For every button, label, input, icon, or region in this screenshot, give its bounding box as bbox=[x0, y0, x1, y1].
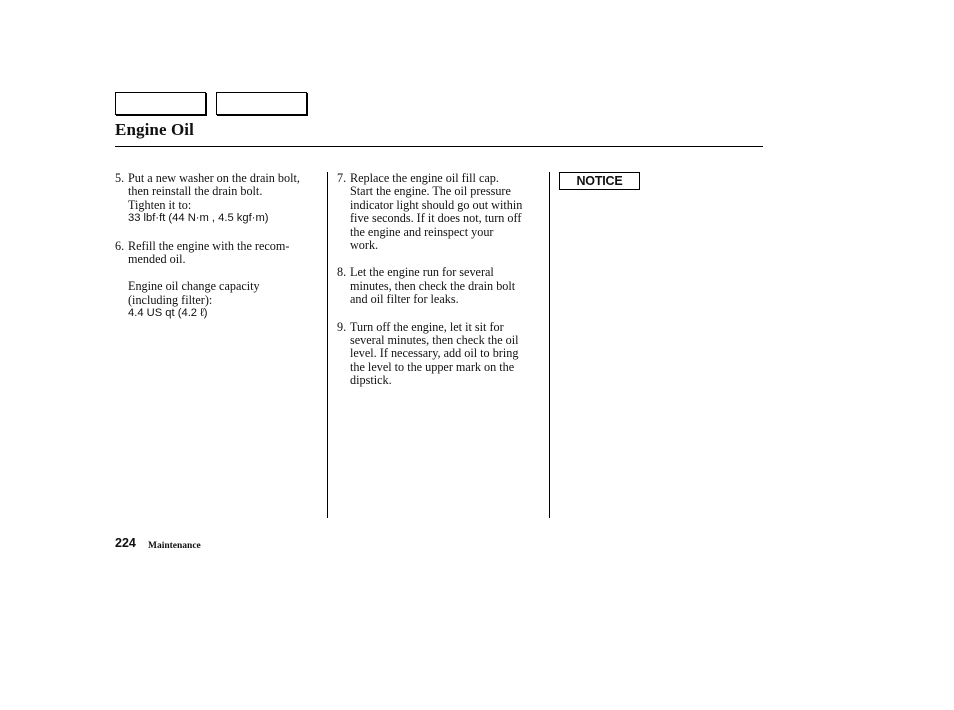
header-tab-box-2 bbox=[216, 92, 307, 115]
step-text-line: Let the engine run for several bbox=[350, 265, 494, 280]
section-name: Maintenance bbox=[148, 541, 201, 551]
torque-spec: 33 lbf·ft (44 N·m , 4.5 kgf·m) bbox=[128, 212, 269, 225]
page-title: Engine Oil bbox=[115, 120, 194, 139]
step-text-line: the level to the upper mark on the bbox=[350, 359, 515, 374]
header-tab-box-1 bbox=[115, 92, 206, 115]
step-number: 8. bbox=[337, 265, 347, 280]
column-1 bbox=[115, 172, 325, 335]
step-5 bbox=[115, 172, 325, 226]
step-text-line: dipstick. bbox=[350, 373, 392, 388]
step-text-line: indicator light should go out within bbox=[350, 197, 523, 212]
step-text-line: and oil filter for leaks. bbox=[350, 292, 459, 307]
step-8 bbox=[337, 266, 545, 306]
step-7 bbox=[337, 172, 545, 252]
column-divider-2 bbox=[549, 172, 550, 518]
step-number: 9. bbox=[337, 319, 347, 334]
step-text-line: work. bbox=[350, 238, 379, 253]
step-text-line: (including filter): bbox=[128, 292, 213, 307]
step-text-line: several minutes, then check the oil bbox=[350, 333, 519, 348]
capacity-spec: 4.4 US qt (4.2 ℓ) bbox=[128, 307, 208, 320]
step-9 bbox=[337, 321, 545, 388]
step-6 bbox=[115, 240, 325, 321]
step-number: 6. bbox=[115, 238, 125, 253]
step-text-line: then reinstall the drain bolt. bbox=[128, 184, 263, 199]
step-text-line: Turn off the engine, let it sit for bbox=[350, 319, 504, 334]
step-text-line: Start the engine. The oil pressure bbox=[350, 184, 511, 199]
column-2 bbox=[337, 172, 545, 402]
step-text-line: Refill the engine with the recom- bbox=[128, 238, 290, 253]
notice-label: NOTICE bbox=[559, 172, 640, 190]
page-number: 224 bbox=[115, 536, 136, 550]
step-text-line: Replace the engine oil fill cap. bbox=[350, 171, 499, 185]
title-rule bbox=[115, 146, 763, 147]
step-text-line: five seconds. If it does not, turn off bbox=[350, 211, 522, 226]
step-text-line: the engine and reinspect your bbox=[350, 224, 494, 239]
step-text-line: Put a new washer on the drain bolt, bbox=[128, 171, 300, 185]
step-text-line: Engine oil change capacity bbox=[128, 279, 260, 294]
step-number: 5. bbox=[115, 171, 125, 185]
step-text-line: level. If necessary, add oil to bring bbox=[350, 346, 519, 361]
step-text-line: Tighten it to: bbox=[128, 197, 192, 212]
step-text-line: mended oil. bbox=[128, 252, 186, 267]
step-text-line: minutes, then check the drain bolt bbox=[350, 278, 516, 293]
column-divider-1 bbox=[327, 172, 328, 518]
step-number: 7. bbox=[337, 171, 347, 185]
